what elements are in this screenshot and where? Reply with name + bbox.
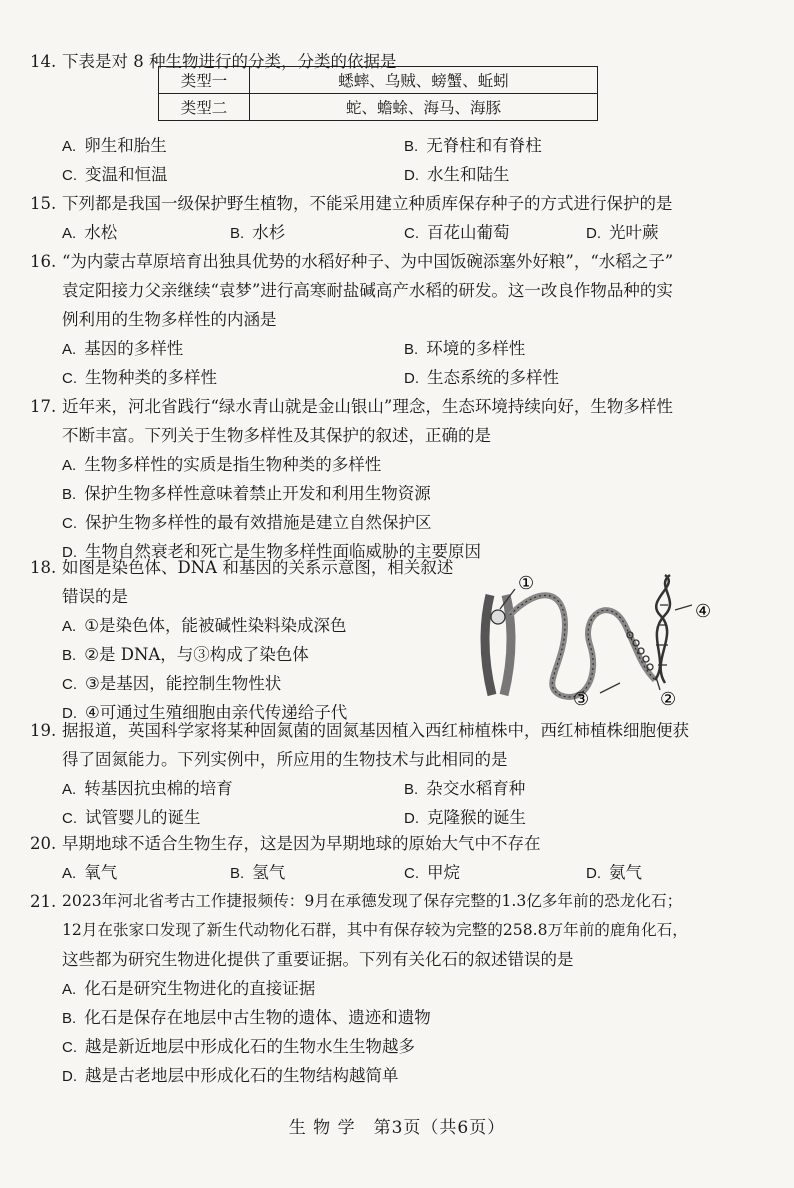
question-19 — [30, 716, 770, 832]
table-value-cell: 蟋蟀、乌贼、螃蟹、蚯蚓 — [250, 67, 598, 94]
option-row — [62, 858, 770, 887]
option-c: C. 变温和恒温 — [62, 165, 168, 184]
question-stem-line: 近年来，河北省践行“绿水青山就是金山银山”理念，生态环境持续向好，生物多样性 — [62, 397, 673, 416]
option-c: C. 百花山葡萄 — [404, 223, 510, 242]
table-value-cell: 蛇、蟾蜍、海马、海豚 — [250, 94, 598, 121]
option-d: D. 光叶蕨 — [586, 223, 659, 242]
option-b: B. 保护生物多样性意味着禁止开发和利用生物资源 — [62, 484, 431, 503]
question-21 — [30, 887, 770, 1090]
option-a: A. ①是染色体，能被碱性染料染成深色 — [62, 616, 347, 635]
option-row — [62, 479, 770, 508]
option-row — [62, 131, 770, 160]
label-2: ② — [660, 689, 677, 710]
question-number: 18. — [30, 558, 57, 577]
option-d: D. 生物自然衰老和死亡是生物多样性面临威胁的主要原因 — [62, 542, 481, 561]
option-row — [62, 160, 770, 189]
option-b: B. 无脊柱和有脊柱 — [404, 136, 542, 155]
question-stem-line: 据报道，英国科学家将某种固氮菌的固氮基因植入西红柿植株中，西红柿植株细胞便获 — [62, 721, 689, 740]
option-c: C. 生物种类的多样性 — [62, 368, 217, 387]
question-stem: 早期地球不适合生物生存，这是因为早期地球的原始大气中不存在 — [62, 834, 541, 853]
question-stem-line: 不断丰富。下列关于生物多样性及其保护的叙述，正确的是 — [62, 426, 491, 445]
question-18 — [30, 553, 470, 727]
question-16 — [30, 247, 770, 392]
option-row — [62, 803, 770, 832]
option-row — [62, 669, 470, 698]
option-c: C. 保护生物多样性的最有效措施是建立自然保护区 — [62, 513, 432, 532]
option-row — [62, 334, 770, 363]
option-row — [62, 508, 770, 537]
question-14-options — [30, 131, 770, 189]
option-row — [62, 450, 770, 479]
question-20 — [30, 829, 770, 887]
question-number: 19. — [30, 721, 57, 740]
option-b: B. 化石是保存在地层中古生物的遗体、遗迹和遗物 — [62, 1008, 431, 1027]
question-stem-line: 袁定阳接力父亲继续“袁梦”进行高寒耐盐碱高产水稻的研发。这一改良作物品种的实 — [62, 281, 673, 300]
option-d: D. 越是古老地层中形成化石的生物结构越简单 — [62, 1066, 399, 1085]
option-row — [62, 774, 770, 803]
option-c: C. 越是新近地层中形成化石的生物水生生物越多 — [62, 1037, 415, 1056]
option-d: D. ④可通过生殖细胞由亲代传递给子代 — [62, 703, 348, 722]
option-row — [62, 1032, 770, 1061]
question-stem-line: “为内蒙古草原培育出独具优势的水稻好种子、为中国饭碗添塞外好粮”，“水稻之子” — [62, 252, 674, 271]
option-d: D. 生态系统的多样性 — [404, 368, 559, 387]
option-a: A. 水松 — [62, 223, 118, 242]
option-row — [62, 363, 770, 392]
option-d: D. 水生和陆生 — [404, 165, 510, 184]
option-a: A. 基因的多样性 — [62, 339, 184, 358]
option-a: A. 氧气 — [62, 863, 118, 882]
question-stem-line: 2023年河北省考古工作捷报频传：9月在承德发现了保存完整的1.3亿多年前的恐龙化石； — [62, 892, 683, 910]
question-15 — [30, 189, 770, 247]
question-number: 21. — [30, 892, 57, 911]
option-row — [62, 640, 470, 669]
option-b: B. 环境的多样性 — [404, 339, 526, 358]
label-1: ① — [518, 573, 535, 594]
option-a: A. 卵生和胎生 — [62, 136, 167, 155]
question-stem-line: 如图是染色体、DNA 和基因的关系示意图，相关叙述 — [62, 558, 454, 577]
question-stem-line: 这些都为研究生物进化提供了重要证据。下列有关化石的叙述错误的是 — [62, 950, 574, 969]
option-row — [62, 1061, 770, 1090]
table-row — [159, 94, 598, 121]
table-header-cell: 类型二 — [159, 94, 250, 121]
option-d: D. 氨气 — [586, 863, 642, 882]
question-stem-line: 例利用的生物多样性的内涵是 — [62, 310, 277, 329]
question-number: 14. — [30, 52, 57, 71]
question-number: 16. — [30, 252, 57, 271]
option-b: B. 杂交水稻育种 — [404, 779, 526, 798]
question-stem-line: 错误的是 — [62, 587, 128, 606]
option-a: A. 生物多样性的实质是指生物种类的多样性 — [62, 455, 382, 474]
table-row — [159, 67, 598, 94]
question-stem: 下列都是我国一级保护野生植物，不能采用建立种质库保存种子的方式进行保护的是 — [62, 194, 673, 213]
question-number: 20. — [30, 834, 57, 853]
chromosome-dna-gene-diagram — [470, 565, 730, 715]
chromosome-illustration — [485, 575, 692, 697]
option-a: A. 转基因抗虫棉的培育 — [62, 779, 233, 798]
option-c: C. ③是基因，能控制生物性状 — [62, 674, 282, 693]
option-row — [62, 1003, 770, 1032]
question-number: 15. — [30, 194, 57, 213]
question-stem: 下表是对 8 种生物进行的分类，分类的依据是 — [62, 52, 397, 71]
question-stem-line: 得了固氮能力。下列实例中，所应用的生物技术与此相同的是 — [62, 750, 508, 769]
page-footer: 生 物 学 第3页（共6页） — [288, 1118, 506, 1138]
option-row — [62, 611, 470, 640]
option-a: A. 化石是研究生物进化的直接证据 — [62, 979, 316, 998]
option-b: B. ②是 DNA，与③构成了染色体 — [62, 645, 309, 664]
question-number: 17. — [30, 397, 57, 416]
option-b: B. 氢气 — [230, 863, 286, 882]
option-c: C. 试管婴儿的诞生 — [62, 808, 201, 827]
label-4: ④ — [695, 601, 712, 622]
option-d: D. 克隆猴的诞生 — [404, 808, 526, 827]
option-row — [62, 974, 770, 1003]
question-stem-line: 12月在张家口发现了新生代动物化石群，其中有保存较为完整的258.8万年前的鹿角化石， — [62, 921, 688, 939]
option-row — [62, 218, 770, 247]
classification-table — [158, 66, 598, 121]
table-header-cell: 类型一 — [159, 67, 250, 94]
option-b: B. 水杉 — [230, 223, 286, 242]
option-c: C. 甲烷 — [404, 863, 460, 882]
question-17 — [30, 392, 770, 566]
label-3: ③ — [573, 689, 590, 710]
